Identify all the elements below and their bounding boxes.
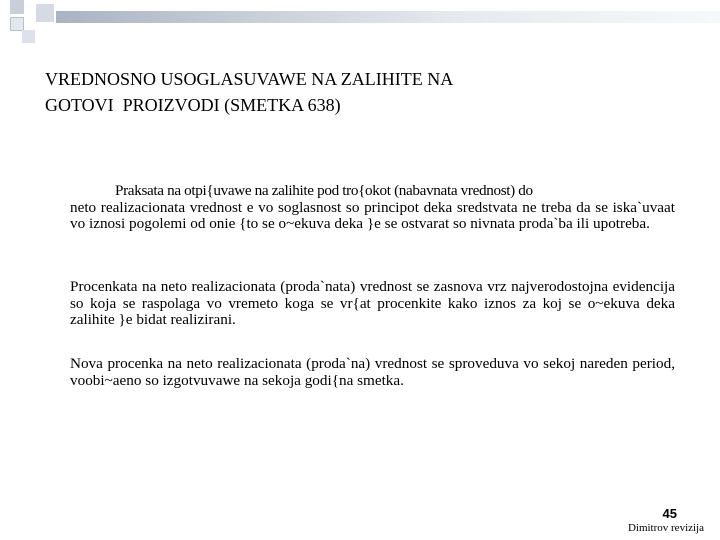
decorative-square [22, 30, 35, 43]
page-number: 45 [662, 506, 677, 521]
title-line-1: VREDNOSNO USOGLASUVAWE NA ZALIHITE NA [45, 69, 454, 89]
paragraph-1-first-line: Praksata na otpi{uvawe na zalihite pod tro{okot (nabavnata vrednost) do [115, 182, 533, 199]
header-gradient-bar [56, 11, 720, 23]
header-decoration [0, 0, 720, 48]
paragraph-2: Procenkata na neto realizacionata (proda`nata) vrednost se zasnova vrz najverodostojna evidencija so koja se raspolaga vo vremeto koga se vr{at procenkite kako iznos za koj se o~ekuva deka zalihite }e bidat realizirani. [70, 278, 675, 328]
paragraph-3: Nova procenka na neto realizacionata (proda`na) vrednost se sproveduva vo sekoj nareden period, voobi~aeno so izgotvuvawe na sekoja godi{na smetka. [70, 355, 675, 389]
slide-title [45, 66, 665, 118]
paragraph-1 [70, 183, 675, 233]
decorative-square [36, 4, 54, 22]
footer-text: Dimitrov revizija [627, 522, 704, 534]
title-line-2: GOTOVI PROIZVODI (SMETKA 638) [45, 95, 341, 115]
decorative-square [10, 0, 24, 14]
decorative-square [10, 17, 24, 31]
paragraph-1-body: neto realizacionata vrednost e vo soglasnost so principot deka sredstvata ne treba da se iska`uvaat vo iznosi pogolemi od onie {to se o~ekuva deka }e se ostvarat so nivnata proda`ba ili upotreba. [70, 198, 675, 232]
